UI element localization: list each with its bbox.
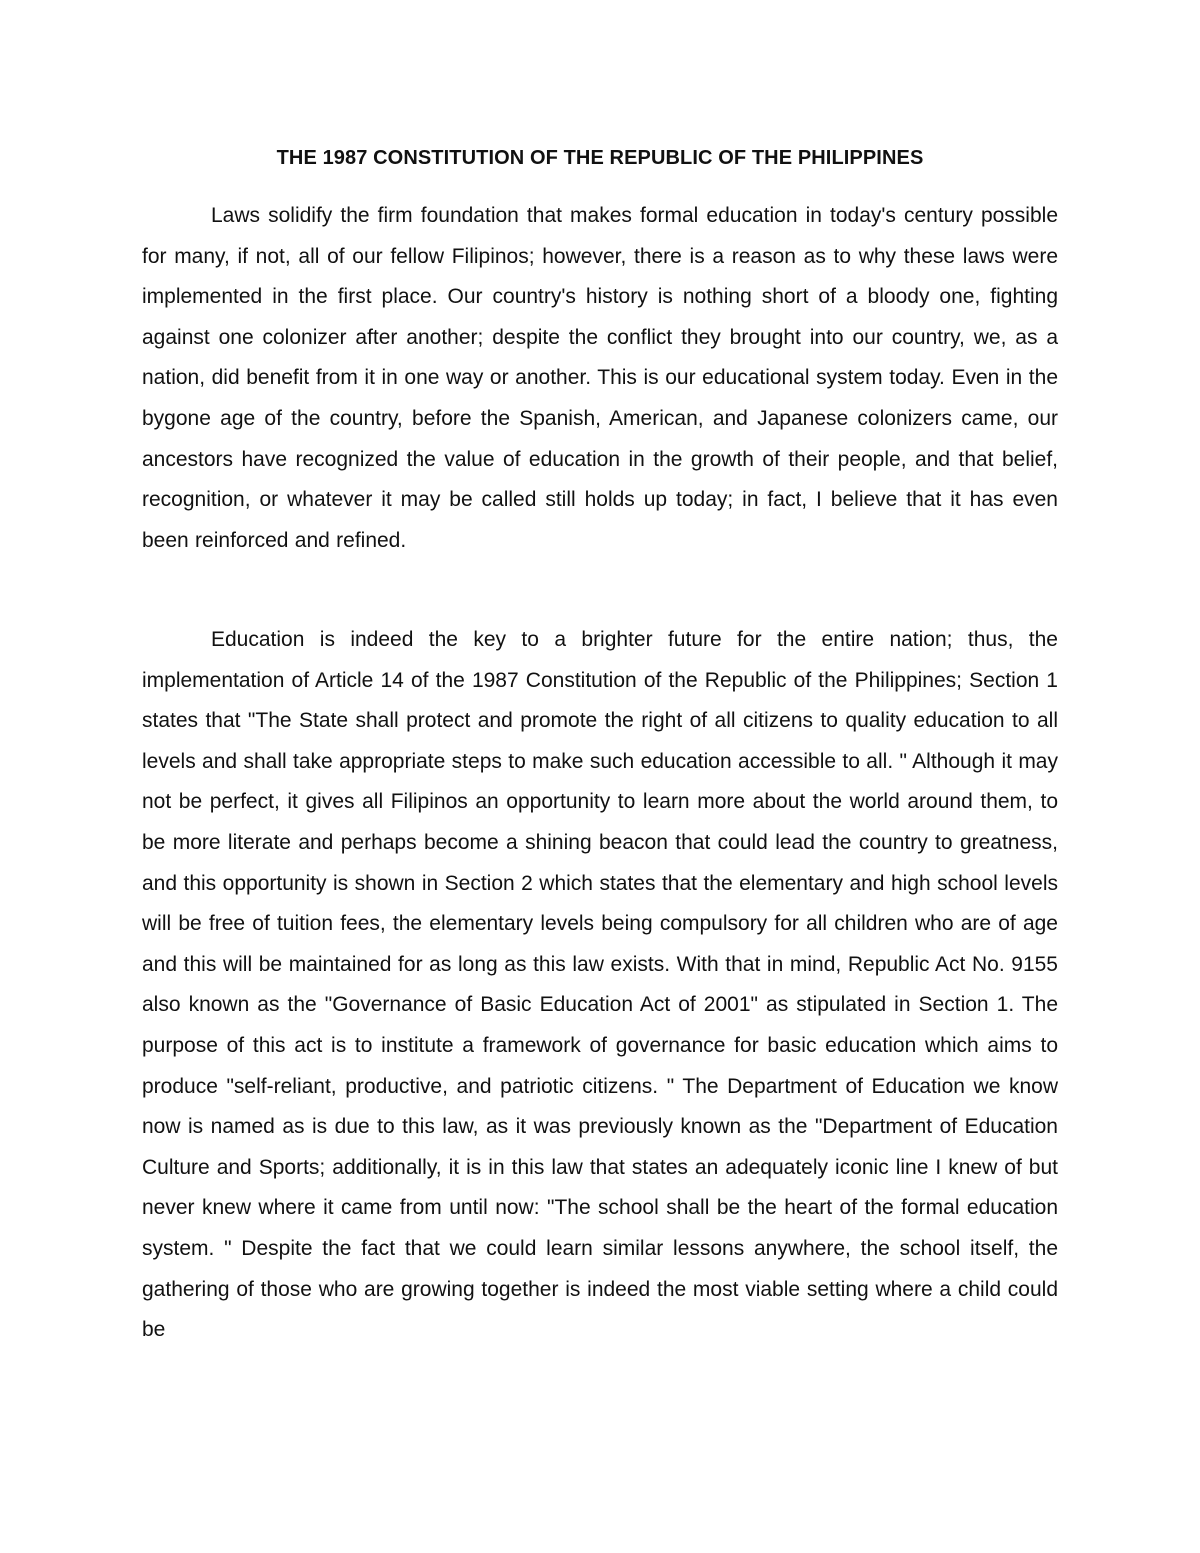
document-title: THE 1987 CONSTITUTION OF THE REPUBLIC OF THE PHILIPPINES: [276, 147, 924, 169]
body-paragraph-2: Education is indeed the key to a brighter future for the entire nation; thus, the implementation of Article 14 of the 1987 Constitution of the Republic of the Philippines; Section 1 states that "The State shall protect and promote the right of all citizens to quality education to all levels and shall take appropriate steps to make such education accessible to all. " Although it may not be perfect, it gives all Filipinos an opportunity to learn more about the world around them, to be more literate and perhaps become a shining beacon that could lead the country to greatness, and this opportunity is shown in Section 2 which states that the elementary and high school levels will be free of tuition fees, the elementary levels being compulsory for all children who are of age and this will be maintained for as long as this law exists. With that in mind, Republic Act No. 9155 also known as the "Governance of Basic Education Act of 2001" as stipulated in Section 1. The purpose of this act is to institute a framework of governance for basic education which aims to produce "self-reliant, productive, and patriotic citizens. " The Department of Education we know now is named as is due to this law, as it was previously known as the "Department of Education Culture and Sports; additionally, it is in this law that states an adequately iconic line I knew of but never knew where it came from until now: "The school shall be the heart of the formal education system. " Despite the fact that we could learn similar lessons anywhere, the school itself, the gathering of those who are growing together is indeed the most viable setting where a child could be: [142, 628, 1058, 1342]
body-paragraph-1: Laws solidify the firm foundation that makes formal education in today's century possible for many, if not, all of our fellow Filipinos; however, there is a reason as to why these laws were implemented in the first place. Our country's history is nothing short of a bloody one, fighting against one colonizer after another; despite the conflict they brought into our country, we, as a nation, did benefit from it in one way or another. This is our educational system today. Even in the bygone age of the country, before the Spanish, American, and Japanese colonizers came, our ancestors have recognized the value of education in the growth of their people, and that belief, recognition, or whatever it may be called still holds up today; in fact, I believe that it has even been reinforced and refined.: [142, 204, 1058, 552]
